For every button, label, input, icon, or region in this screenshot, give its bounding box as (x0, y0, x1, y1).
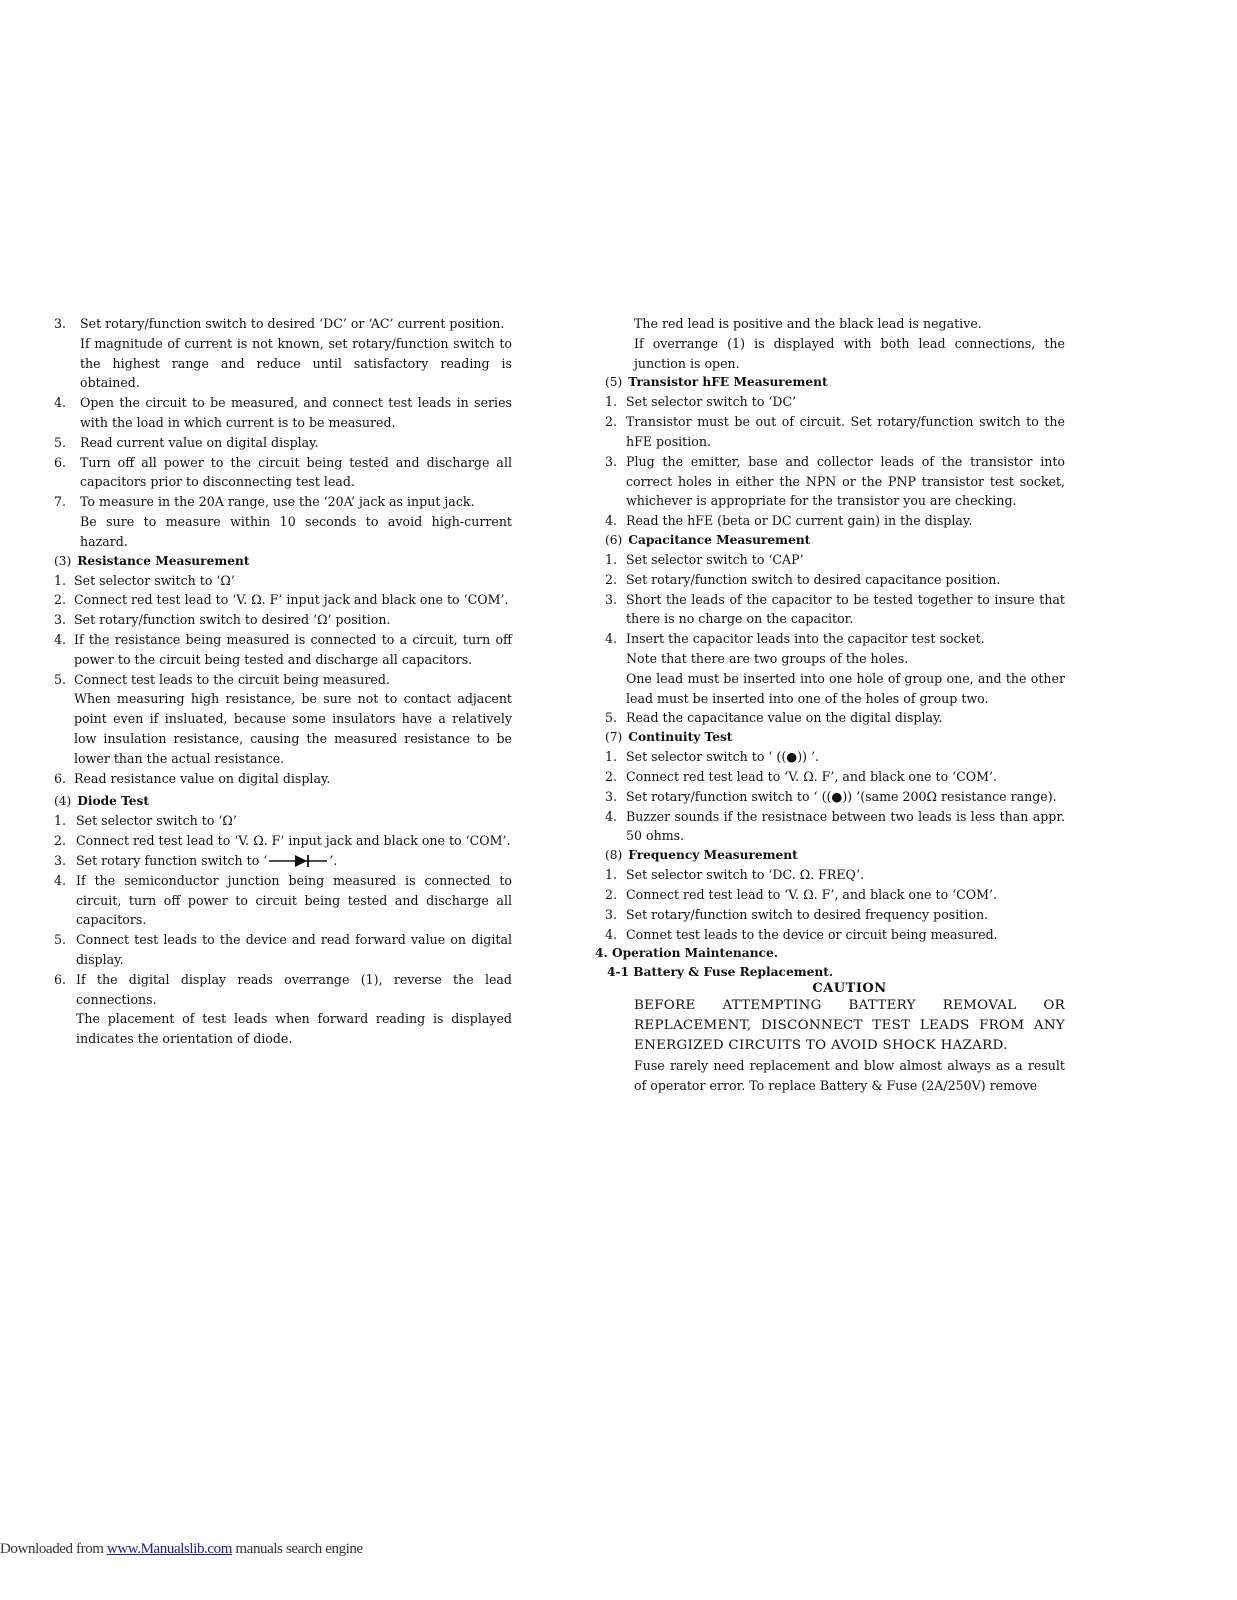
list-item-text (626, 708, 1065, 728)
list-item-text-main: To measure in the 20A range, use the ‘20A’ jack as input jack. (80, 494, 475, 510)
list-item-text (626, 807, 1065, 847)
list-item-number: 3. (605, 906, 618, 922)
list-item-text-main: Turn off all power to the circuit being tested and discharge all capacitors prior to disconnecting test lead. (80, 454, 512, 490)
continuity-heading (605, 728, 1065, 747)
list-item-text (74, 670, 512, 690)
list-item-number: 6. (54, 770, 67, 786)
list-item (605, 570, 1065, 590)
list-item-number: 2. (54, 833, 67, 849)
list-item-number: 2. (605, 571, 618, 587)
list-item-text (74, 610, 512, 630)
list-item-text (76, 831, 512, 851)
list-item (54, 630, 512, 670)
section-title: Continuity Test (628, 730, 733, 745)
resistance-steps-list (54, 571, 512, 789)
list-item-text-main: Open the circuit to be measured, and connect test leads in series with the load in which current is to be measured. (80, 395, 512, 430)
list-item (605, 392, 1065, 412)
list-item-text (80, 453, 512, 493)
section-number: (7) (605, 730, 623, 745)
list-item-text-main: If the digital display reads overrange (1), reverse the lead connections. (76, 971, 512, 1007)
list-item-text-main: Read current value on digital display. (80, 434, 319, 450)
list-item (54, 433, 512, 453)
footer-suffix: manuals search engine (232, 1541, 363, 1557)
list-item-number: 3. (605, 788, 618, 804)
list-item-text-main: Set rotary/function switch to ‘ ((●)) ’(same 200Ω resistance range). (626, 788, 1057, 804)
list-item-text (626, 747, 1065, 767)
list-item (605, 885, 1065, 905)
list-item (54, 811, 512, 831)
list-item-number: 4. (54, 395, 67, 411)
list-item-number: 7. (54, 494, 67, 510)
resistance-heading (54, 552, 512, 571)
list-item-number: 2. (605, 886, 618, 902)
list-item-text-main: Set rotary/function switch to desired capacitance position. (626, 571, 1001, 587)
list-item-text-main: If the resistance being measured is connected to a circuit, turn off power to the circuit being tested and discharge all capacitors. (74, 631, 512, 667)
list-item-number: 3. (54, 852, 67, 868)
list-item-text-main: Plug the emitter, base and collector leads of the transistor into correct holes in either the NPN or the PNP transistor test socket, whichever is appropriate for the transistor you are checking. (626, 453, 1065, 509)
diode-note-overrange: If overrange (1) is displayed with both lead connections, the junction is open. (634, 335, 1065, 371)
list-item (605, 452, 1065, 511)
list-item-number: 5. (54, 434, 67, 450)
list-item (605, 550, 1065, 570)
list-item-text (76, 970, 512, 1010)
list-item-number: 4. (605, 926, 618, 942)
section-title: Capacitance Measurement (628, 532, 811, 547)
continuity-steps-list (605, 747, 1065, 846)
diode-notes (605, 314, 1065, 373)
list-item-text-main: If the semiconductor junction being measured is connected to circuit, turn off power to circuit being tested and discharge all capacitors. (76, 872, 512, 928)
list-item (605, 865, 1065, 885)
list-item-text-main: Set selector switch to ‘DC’ (626, 394, 797, 410)
list-item-text (626, 787, 1065, 807)
list-item-number: 1. (605, 394, 618, 410)
list-item-text-main: Set selector switch to ‘Ω’ (76, 813, 237, 829)
list-item (605, 767, 1065, 787)
list-item-number: 5. (605, 710, 618, 726)
list-item-note: The placement of test leads when forward reading is displayed indicates the orientation of diode. (76, 1011, 512, 1047)
list-item-text-main: Connet test leads to the device or circuit being measured. (626, 926, 998, 942)
list-item-number: 3. (605, 453, 618, 469)
list-item-note: When measuring high resistance, be sure not to contact adjacent point even if insluated, because some insulators have a relatively low insulation resistance, causing the measured resistance to be lower than the actual resistance. (74, 691, 512, 766)
list-item-number: 1. (54, 813, 67, 829)
list-item-number: 2. (54, 592, 67, 608)
capacitance-heading (605, 531, 1065, 550)
list-item-number: 1. (605, 551, 618, 567)
capacitance-steps-list (605, 550, 1065, 728)
list-item-text-main: Read the hFE (beta or DC current gain) in the display. (626, 513, 973, 529)
list-item-note: One lead must be inserted into one hole of group one, and the other lead must be inserted into one of the holes of group two. (626, 670, 1065, 706)
list-item-text (74, 590, 512, 610)
list-item-text (74, 571, 512, 591)
section-title: Diode Test (77, 794, 150, 809)
list-item-text (626, 629, 1065, 649)
list-item-number: 5. (54, 671, 67, 687)
list-item-number: 5. (54, 932, 67, 948)
list-item-text-main: Set rotary function switch to ‘ (76, 852, 268, 868)
right-column (595, 314, 1065, 1095)
list-item-text (74, 769, 512, 789)
list-item (54, 769, 512, 789)
list-item-text-main: Short the leads of the capacitor to be tested together to insure that there is no charge on the capacitor. (626, 591, 1065, 627)
list-item (54, 571, 512, 591)
list-item-number: 4. (605, 513, 618, 529)
list-item-text (80, 393, 512, 433)
list-item-text (626, 412, 1065, 452)
section-number: (8) (605, 848, 623, 863)
list-item (605, 787, 1065, 807)
section-title: Frequency Measurement (628, 848, 798, 863)
list-item (605, 708, 1065, 728)
list-item-text-main: Set rotary/function switch to desired ‘DC’ or ‘AC’ current position. (80, 316, 505, 331)
caution-text: BEFORE ATTEMPTING BATTERY REMOVAL OR REPLACEMENT, DISCONNECT TEST LEADS FROM ANY ENERGIZED CIRCUITS TO AVOID SHOCK HAZARD. (634, 998, 1065, 1053)
manualslib-link[interactable]: www.Manualslib.com (106, 1541, 233, 1557)
list-item-text-main: Read the capacitance value on the digital display. (626, 710, 943, 726)
list-item-text-main: Transistor must be out of circuit. Set rotary/function switch to the hFE position. (626, 414, 1065, 449)
section-number: (5) (605, 375, 623, 390)
section-title: Resistance Measurement (77, 553, 250, 568)
list-item (605, 511, 1065, 531)
list-item-text (76, 811, 512, 831)
list-item-text (80, 314, 512, 334)
section-number: (4) (54, 794, 72, 809)
list-item-number: 6. (54, 971, 67, 987)
list-item-note: Note that there are two groups of the holes. (626, 650, 909, 666)
maintenance-heading: 4. Operation Maintenance. (595, 946, 778, 961)
list-item-text (626, 550, 1065, 570)
list-item-number: 1. (54, 572, 67, 588)
diode-heading (54, 792, 512, 811)
list-item (605, 412, 1065, 452)
list-item-number: 4. (54, 631, 67, 647)
diode-symbol-icon (267, 854, 329, 868)
list-item-number: 1. (605, 867, 618, 883)
list-item-text-main: Insert the capacitor leads into the capacitor test socket. (626, 631, 985, 647)
list-item-text (626, 865, 1065, 885)
list-item-text (76, 851, 512, 871)
list-item-text-main: Read resistance value on digital display. (74, 770, 331, 786)
list-item-number: 2. (605, 768, 618, 784)
list-item-number: 4. (605, 808, 618, 824)
list-item-text (76, 871, 512, 930)
list-item (605, 590, 1065, 630)
list-item (54, 851, 512, 871)
list-item (54, 453, 512, 493)
list-item-note: If magnitude of current is not known, set rotary/function switch to the highest range and reduce until satisfactory reading is obtained. (80, 335, 512, 391)
list-item-text (74, 630, 512, 670)
list-item (605, 905, 1065, 925)
battery-fuse-heading: 4-1 Battery & Fuse Replacement. (607, 965, 834, 980)
list-item-text (626, 570, 1065, 590)
list-item (54, 970, 512, 1049)
list-item (54, 610, 512, 630)
list-item (54, 670, 512, 769)
list-item-text (626, 590, 1065, 630)
list-item-text (76, 930, 512, 970)
list-item-text-main: Set selector switch to ‘ ((●)) ’. (626, 749, 820, 765)
current-steps-list (54, 314, 512, 552)
list-item (54, 831, 512, 851)
list-item (54, 930, 512, 970)
list-item-text-main: Buzzer sounds if the resistnace between two leads is less than appr. 50 ohms. (626, 808, 1065, 844)
list-item (605, 747, 1065, 767)
list-item (54, 393, 512, 433)
diode-steps-list (54, 811, 512, 1049)
list-item-number: 3. (54, 316, 67, 331)
frequency-steps-list (605, 865, 1065, 944)
list-item-text (626, 392, 1065, 412)
transistor-steps-list (605, 392, 1065, 531)
list-item (605, 807, 1065, 847)
list-item-text-main: Connect red test lead to ‘V. Ω. F’, and black one to ‘COM’. (626, 768, 998, 784)
section-title: Transistor hFE Measurement (628, 375, 828, 390)
list-item-number: 2. (605, 414, 618, 430)
list-item-text-after: ’. (329, 852, 338, 868)
list-item-text-main: Set rotary/function switch to desired frequency position. (626, 906, 989, 922)
section-number: (3) (54, 553, 72, 568)
download-footer (0, 1541, 363, 1558)
list-item-note: Be sure to measure within 10 seconds to avoid high-current hazard. (80, 513, 512, 549)
list-item-text (80, 492, 512, 512)
transistor-heading (605, 373, 1065, 392)
list-item-text (80, 433, 512, 453)
list-item (54, 590, 512, 610)
list-item (605, 925, 1065, 945)
list-item-text-main: Connect test leads to the circuit being measured. (74, 671, 390, 687)
fuse-replacement-text: Fuse rarely need replacement and blow almost always as a result of operator error. To replace Battery & Fuse (2A/250V) remove (634, 1057, 1065, 1093)
diode-note-polarity: The red lead is positive and the black lead is negative. (634, 316, 982, 331)
list-item-text-main: Set rotary/function switch to desired ‘Ω’ position. (74, 612, 391, 628)
list-item-text-main: Connect red test lead to ‘V. Ω. F’ input jack and black one to ‘COM’. (76, 833, 511, 849)
list-item-text-main: Set selector switch to ‘DC. Ω. FREQ’. (626, 867, 865, 883)
list-item-number: 3. (54, 612, 67, 628)
footer-prefix: Downloaded from (0, 1541, 107, 1557)
list-item-text-main: Set selector switch to ‘CAP’ (626, 551, 804, 567)
list-item (54, 492, 512, 551)
list-item-text-main: Connect red test lead to ‘V. Ω. F’ input jack and black one to ‘COM’. (74, 592, 509, 608)
list-item-text (626, 511, 1065, 531)
list-item-text (626, 885, 1065, 905)
list-item-number: 4. (605, 631, 618, 647)
list-item-number: 4. (54, 872, 67, 888)
caution-block (605, 982, 1065, 1095)
list-item-text-main: Connect test leads to the device and read forward value on digital display. (76, 932, 512, 967)
list-item-text (626, 905, 1065, 925)
list-item-number: 6. (54, 454, 67, 470)
list-item-text-main: Connect red test lead to ‘V. Ω. F’, and black one to ‘COM’. (626, 886, 998, 902)
list-item-text (626, 767, 1065, 787)
list-item-text-main: Set selector switch to ‘Ω’ (74, 572, 235, 588)
list-item-number: 3. (605, 591, 618, 607)
list-item (54, 871, 512, 930)
left-column (54, 314, 512, 1049)
list-item-text (626, 452, 1065, 511)
section-number: (6) (605, 532, 623, 547)
frequency-heading (605, 846, 1065, 865)
list-item-text (626, 925, 1065, 945)
list-item-number: 1. (605, 749, 618, 765)
caution-title: CAUTION (812, 981, 887, 997)
list-item (605, 629, 1065, 708)
list-item (54, 314, 512, 393)
